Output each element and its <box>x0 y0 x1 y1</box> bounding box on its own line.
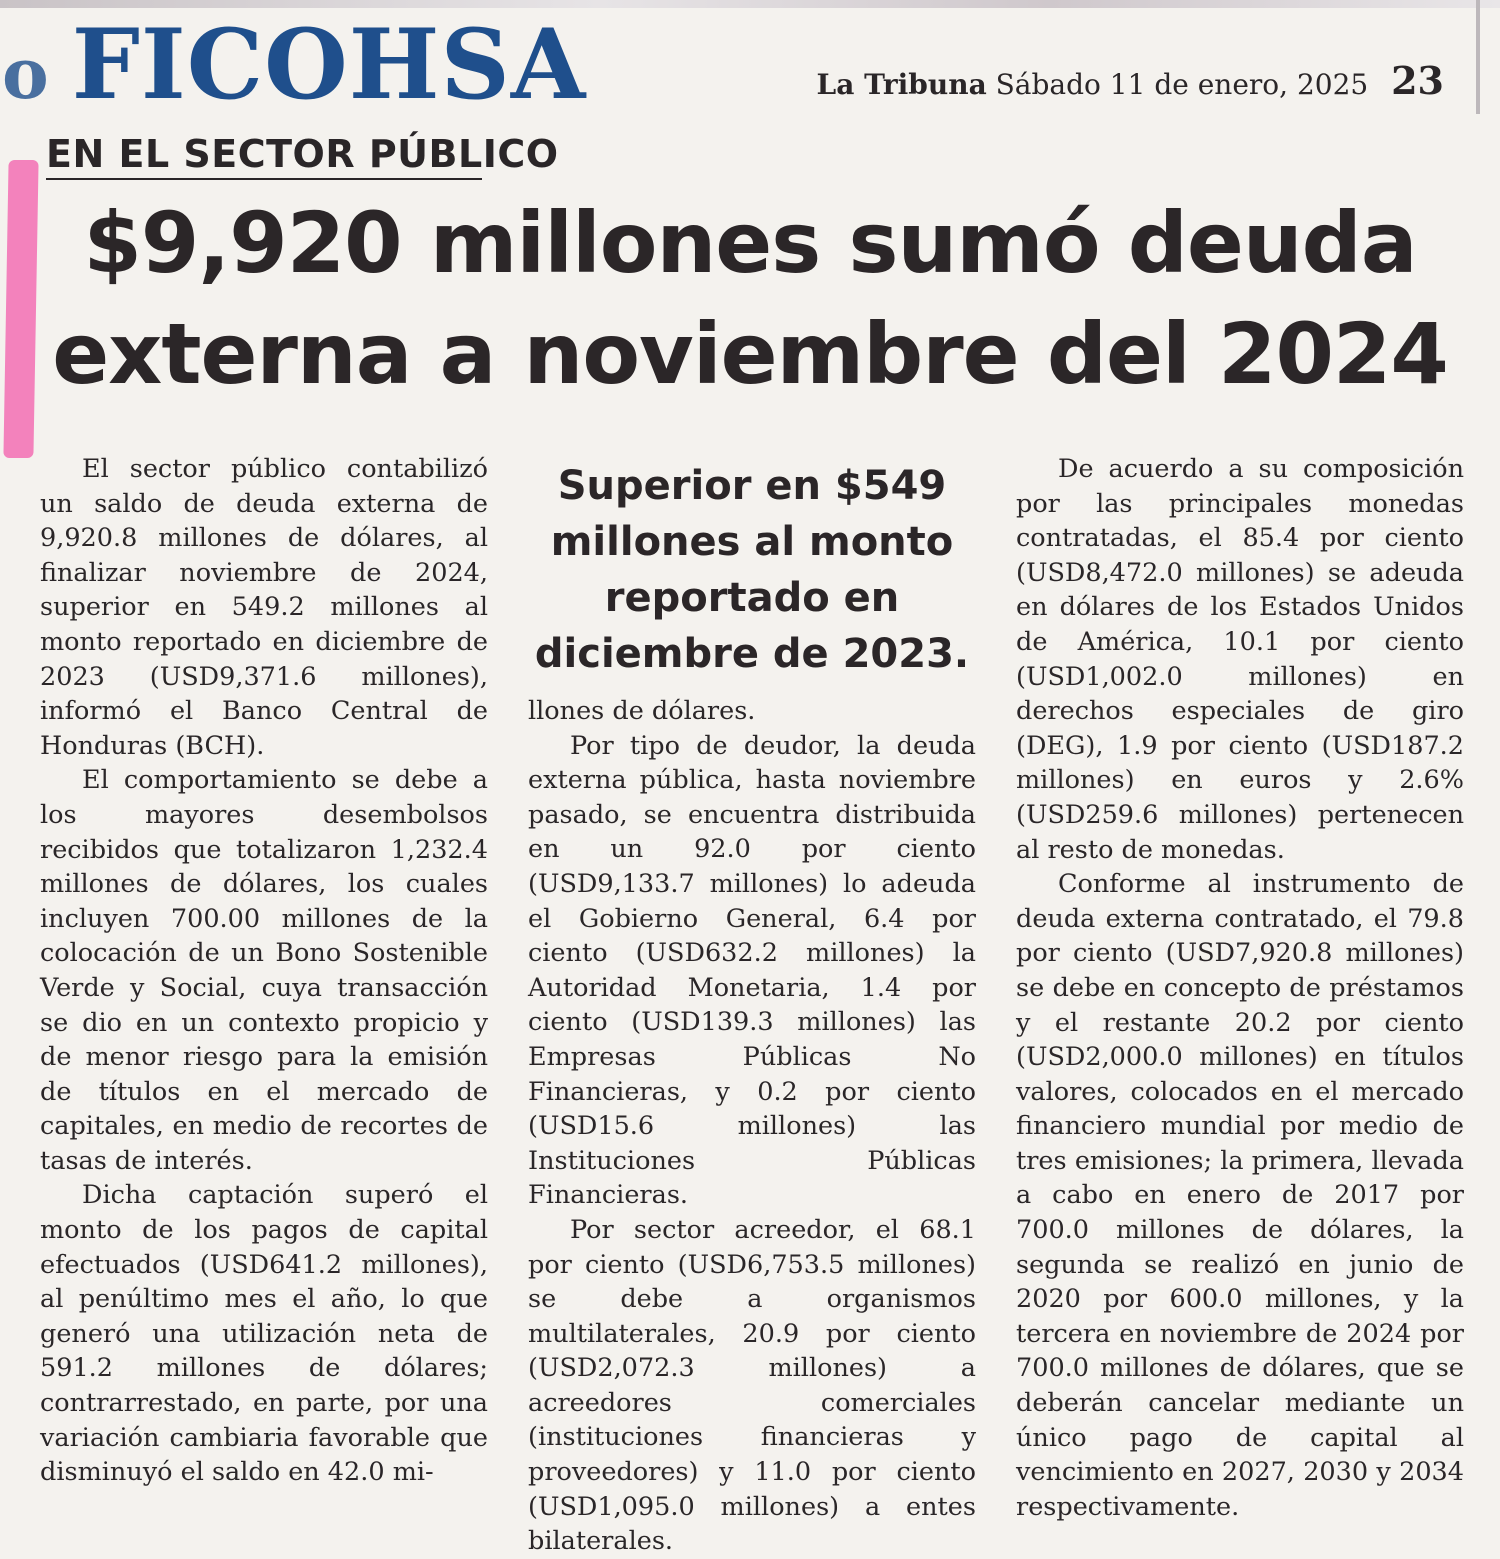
top-strip <box>0 0 1500 8</box>
paragraph: Conforme al instrumento de deuda externa contratado, el 79.8 por ciento (USD7,920.8 millones) se debe en concepto de préstamos y el restante 20.2 por ciento (USD2,000.0 millones) en títulos valores, colocados en el mercado financiero mundial por medio de tres emisiones; la primera, llevada a cabo en enero de 2017 por 700.0 millones de dólares, la segunda se realizó en junio de 2020 por 600.0 millones, y la tercera en noviembre de 2024 por 700.0 millones de dólares, que se deberán cancelar mediante un único pago de capital al vencimiento en 2027, 2030 y 2034 respectivamente. <box>1016 869 1464 1522</box>
column-2 <box>528 452 976 1559</box>
paragraph: El sector público contabilizó un saldo de deuda externa de 9,920.8 millones de dólares, al finalizar noviembre de 2024, superior en 549.2 millones al monto reportado en diciembre de 2023 (USD9,371.6 millones), informó el Banco Central de Honduras (BCH). <box>40 454 488 761</box>
brand-prefix: o <box>2 32 50 115</box>
masthead <box>0 8 1470 121</box>
section-kicker: EN EL SECTOR PÚBLICO <box>46 132 482 180</box>
highlighter-mark <box>3 160 38 458</box>
paragraph-continuation: llones de dólares. <box>528 696 756 726</box>
pull-quote: Superior en $549 millones al monto reportado en diciembre de 2023. <box>534 463 970 677</box>
paper-info <box>817 58 1444 103</box>
paper-name: La Tribuna <box>816 68 987 101</box>
brand-name: FICOHSA <box>71 8 587 121</box>
margin-rule <box>1476 0 1480 114</box>
paragraph: Por sector acreedor, el 68.1 por ciento (USD6,753.5 millones) se debe a organismos multilaterales, 20.9 por ciento (USD2,072.3 millones) a acreedores comerciales (instituciones financieras y proveedores) y 11.0 por ciento (USD1,095.0 millones) a entes bilaterales. <box>528 1214 976 1557</box>
column-1 <box>40 452 488 1490</box>
paragraph: Por tipo de deudor, la deuda externa pública, hasta noviembre pasado, se encuentra distribuida en un 92.0 por ciento (USD9,133.7 millones) lo adeuda el Gobierno General, 6.4 por ciento (USD632.2 millones) la Autoridad Monetaria, 1.4 por ciento (USD139.3 millones) las Empresas Públicas No Financieras, y 0.2 por ciento (USD15.6 millones) las Instituciones Públicas Financieras. <box>528 730 976 1211</box>
brand-logo <box>2 8 586 121</box>
paragraph: De acuerdo a su composición por las principales monedas contratadas, el 85.4 por ciento (USD8,472.0 millones) se adeuda en dólares de los Estados Unidos de América, 10.1 por ciento (USD1,002.0 millones) en derechos especiales de giro (DEG), 1.9 por ciento (USD187.2 millones) en euros y 2.6% (USD259.6 millones) pertenecen al resto de monedas. <box>1016 454 1464 865</box>
headline: $9,920 millones sumó deuda externa a noviembre del 2024 <box>52 194 1448 403</box>
paragraph: El comportamiento se debe a los mayores desembolsos recibidos que totalizaron 1,232.4 millones de dólares, los cuales incluyen 700.00 millones de la colocación de un Bono Sostenible Verde y Social, cuya transacción se dio en un contexto propicio y de menor riesgo para la emisión de títulos en el mercado de capitales, en medio de recortes de tasas de interés. <box>40 765 488 1176</box>
issue-date: Sábado 11 de enero, 2025 <box>995 68 1369 101</box>
page-number: 23 <box>1391 58 1444 103</box>
column-3 <box>1016 452 1464 1524</box>
paragraph: Dicha captación superó el monto de los pagos de capital efectuados (USD641.2 millones), al penúltimo mes el año, lo que generó una utilización neta de 591.2 millones de dólares; contrarrestado, en parte, por una variación cambiaria favorable que disminuyó el saldo en 42.0 mi- <box>40 1180 488 1488</box>
